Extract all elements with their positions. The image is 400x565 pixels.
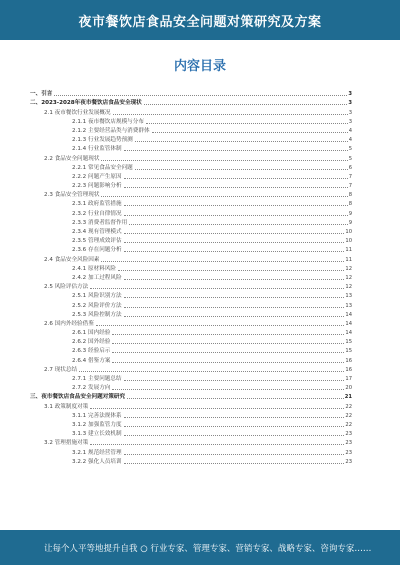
toc-entry[interactable] [30, 162, 352, 171]
toc-entry[interactable] [30, 88, 352, 97]
toc-entry-title: 一、引言 [30, 91, 53, 98]
toc-dot-leader [124, 462, 345, 464]
toc-page-number: 11 [345, 256, 352, 263]
toc-entry[interactable] [30, 309, 352, 318]
toc-page-number: 14 [345, 330, 352, 337]
toc-dot-leader [90, 407, 344, 409]
toc-page-number: 22 [345, 421, 352, 428]
toc-entry[interactable] [30, 281, 352, 290]
toc-page-number: 14 [345, 311, 352, 318]
toc-page-number: 14 [345, 320, 352, 327]
toc-entry-title: 2.6.4 借鉴方案 [72, 357, 111, 364]
toc-entry-title: 2.1.2 主要经营品类与消费群体 [72, 127, 150, 134]
toc-page-number: 9 [348, 219, 352, 226]
toc-page-number: 13 [345, 293, 352, 300]
toc-entry-title: 2.5.2 风险评价方法 [72, 302, 122, 309]
toc-entry-title: 2.1 夜市餐饮行业发展概况 [44, 109, 111, 116]
toc-entry-title: 2.5 风险评估方法 [44, 284, 89, 291]
toc-dot-leader [124, 241, 345, 243]
toc-entry-title: 3.1.2 加强监管力度 [72, 421, 122, 428]
toc-page-number: 8 [348, 192, 352, 199]
toc-page-number: 6 [348, 164, 352, 171]
toc-dot-leader [127, 397, 344, 399]
toc-dot-leader [96, 324, 345, 326]
toc-entry-title: 2.3.1 政府监管措施 [72, 201, 122, 208]
toc-entry[interactable] [30, 419, 352, 428]
toc-dot-leader [124, 204, 348, 206]
toc-entry[interactable] [30, 226, 352, 235]
toc-entry-title: 3.2 管理措施对策 [44, 440, 89, 447]
toc-entry-title: 2.7.2 发展方向 [72, 385, 111, 392]
toc-entry[interactable] [30, 382, 352, 391]
toc-page-number: 11 [345, 247, 352, 254]
toc-page-number: 4 [348, 127, 352, 134]
toc-dot-leader [113, 113, 348, 115]
toc-entry[interactable] [30, 400, 352, 409]
toc-entry-title: 3.1 政策制度对策 [44, 403, 89, 410]
toc-page-number: 21 [344, 394, 352, 401]
toc-entry[interactable] [30, 345, 352, 354]
toc-page-number: 22 [345, 403, 352, 410]
toc-dot-leader [101, 159, 347, 161]
toc-dot-leader [124, 434, 345, 436]
toc-page-number: 3 [348, 91, 352, 98]
toc-page-number: 5 [348, 146, 352, 153]
toc-entry-title: 2.6 国内外经验借鉴 [44, 320, 94, 327]
document-title: 夜市餐饮店食品安全问题对策研究及方案 [78, 14, 322, 30]
toc-page-number: 8 [348, 201, 352, 208]
toc-entry-title: 2.4.1 原材料风险 [72, 265, 116, 272]
toc-heading: 内容目录 [173, 59, 226, 74]
toc-entry[interactable] [30, 106, 352, 115]
toc-page-number: 12 [345, 284, 352, 291]
toc-dot-leader [124, 453, 345, 455]
toc-entry-title: 2.3.4 现有管理模式 [72, 229, 122, 235]
toc-entry[interactable] [30, 354, 352, 363]
page-header [0, 0, 400, 40]
toc-entry[interactable] [30, 391, 352, 400]
toc-entry-title: 3.1.3 建立长效机制 [72, 431, 122, 438]
toc-entry[interactable] [30, 410, 352, 419]
toc-entry[interactable] [30, 125, 352, 134]
toc-entry-title: 2.2.3 问题影响分析 [72, 183, 122, 190]
toc-dot-leader [124, 232, 345, 234]
toc-dot-leader [124, 186, 348, 188]
toc-page-number: 12 [345, 274, 352, 281]
toc-entry-title: 2.3 食品安全管理现状 [44, 192, 100, 199]
toc-entry-title: 三、夜市餐饮店食品安全问题对策研究 [30, 394, 126, 401]
toc-page-number: 20 [345, 385, 352, 392]
toc-entry-title: 2.3.2 行业自律情况 [72, 210, 122, 217]
toc-entry[interactable] [30, 373, 352, 382]
toc-entry-title: 2.6.3 经验启示 [72, 348, 111, 355]
toc-page-number: 9 [348, 210, 352, 217]
toc-entry[interactable] [30, 327, 352, 336]
toc-page-number: 7 [348, 173, 352, 180]
toc-page-number: 4 [348, 137, 352, 144]
toc-entry[interactable] [30, 364, 352, 373]
toc-dot-leader [54, 94, 347, 96]
toc-dot-leader [124, 379, 345, 381]
toc-entry[interactable] [30, 198, 352, 207]
toc-page-number: 15 [345, 339, 352, 346]
toc-entry-title: 2.6.1 国内经验 [72, 330, 111, 337]
toc-page-number: 16 [345, 366, 352, 373]
toc-entry-title: 二、2023-2028年夜市餐饮店食品安全现状 [30, 100, 142, 107]
toc-dot-leader [90, 443, 344, 445]
toc-entry[interactable] [30, 446, 352, 455]
toc-entry[interactable] [30, 97, 352, 106]
toc-dot-leader [152, 131, 348, 133]
toc-entry[interactable] [30, 207, 352, 216]
toc-page-number: 23 [345, 449, 352, 456]
toc-entry[interactable] [30, 318, 352, 327]
toc-entry-title: 2.1.1 夜市餐饮店规模与分布 [72, 118, 144, 125]
toc-dot-leader [124, 306, 345, 308]
toc-entry[interactable] [30, 189, 352, 198]
toc-entry[interactable] [30, 336, 352, 345]
toc-entry-title: 2.1.4 行业监管体制 [72, 146, 122, 153]
toc-entry-title: 2.3.6 存在问题分析 [72, 247, 122, 254]
toc-entry[interactable] [30, 272, 352, 281]
toc-dot-leader [118, 269, 344, 271]
toc-entry[interactable] [30, 171, 352, 180]
toc-entry-title: 2.5.3 风险控制方法 [72, 311, 122, 318]
toc-entry-title: 2.7 现状总结 [44, 366, 78, 373]
toc-dot-leader [135, 168, 348, 170]
toc-dot-leader [101, 195, 347, 197]
toc-entry[interactable] [30, 143, 352, 152]
toc-page-number: 13 [345, 302, 352, 309]
toc-entry-title: 2.3.3 消费者监督作用 [72, 219, 128, 226]
toc-dot-leader [144, 103, 348, 105]
toc-dot-leader [124, 250, 345, 252]
table-of-contents [30, 88, 352, 465]
toc-dot-leader [135, 140, 348, 142]
toc-entry-title: 2.1.3 行业发展趋势预测 [72, 137, 133, 144]
toc-dot-leader [124, 177, 348, 179]
toc-dot-leader [112, 333, 344, 335]
toc-page-number: 3 [348, 100, 352, 107]
toc-dot-leader [146, 122, 348, 124]
toc-entry[interactable] [30, 235, 352, 244]
toc-entry[interactable] [30, 253, 352, 262]
toc-entry-title: 2.6.2 国外经验 [72, 339, 111, 346]
toc-entry-title: 2.5.1 风险识别方法 [72, 293, 122, 300]
toc-entry[interactable] [30, 244, 352, 253]
toc-dot-leader [124, 315, 345, 317]
toc-entry[interactable] [30, 152, 352, 161]
toc-dot-leader [124, 278, 345, 280]
toc-dot-leader [101, 260, 344, 262]
toc-page-number: 23 [345, 440, 352, 447]
toc-entry[interactable] [30, 290, 352, 299]
toc-entry-title: 3.1.1 完善法规体系 [72, 412, 122, 419]
toc-entry-title: 2.2 食品安全问题现状 [44, 155, 100, 162]
toc-dot-leader [79, 370, 344, 372]
toc-entry[interactable] [30, 263, 352, 272]
toc-entry-title: 2.7.1 主要问题总结 [72, 376, 122, 382]
toc-page-number: 17 [345, 376, 352, 382]
toc-entry[interactable] [30, 456, 352, 465]
toc-page-number: 22 [345, 412, 352, 419]
toc-dot-leader [124, 149, 348, 151]
toc-page-number: 16 [345, 357, 352, 364]
toc-entry[interactable] [30, 428, 352, 437]
toc-entry[interactable] [30, 217, 352, 226]
toc-page-number: 12 [345, 265, 352, 272]
toc-entry[interactable] [30, 116, 352, 125]
toc-entry-title: 2.3.5 管理成效评估 [72, 238, 122, 245]
toc-entry-title: 2.4 食品安全风险因素 [44, 256, 100, 263]
footer-slogan: 让每个人平等地提升自我 ○ 行业专家、管理专家、营销专家、战略专家、咨询专家…… [44, 543, 372, 554]
toc-dot-leader [124, 416, 345, 418]
toc-dot-leader [112, 351, 344, 353]
toc-dot-leader [124, 296, 345, 298]
toc-entry-title: 3.2.1 规范经营管理 [72, 449, 122, 456]
toc-entry-title: 3.2.2 强化人员培训 [72, 458, 122, 465]
toc-dot-leader [129, 223, 348, 225]
page-footer [0, 530, 400, 565]
toc-page-number: 10 [345, 229, 352, 235]
toc-page-number: 5 [348, 155, 352, 162]
toc-entry[interactable] [30, 437, 352, 446]
toc-dot-leader [112, 342, 344, 344]
toc-dot-leader [112, 361, 344, 363]
toc-page-number: 3 [348, 109, 352, 116]
toc-page-number: 23 [345, 458, 352, 465]
toc-page-number: 10 [345, 238, 352, 245]
toc-entry[interactable] [30, 180, 352, 189]
toc-page-number: 7 [348, 183, 352, 190]
toc-page-number: 23 [345, 431, 352, 438]
toc-dot-leader [124, 214, 348, 216]
toc-entry[interactable] [30, 299, 352, 308]
toc-entry[interactable] [30, 134, 352, 143]
toc-page-number: 3 [348, 118, 352, 125]
toc-dot-leader [90, 287, 344, 289]
toc-dot-leader [124, 425, 345, 427]
toc-entry-title: 2.2.2 问题产生原因 [72, 173, 122, 180]
toc-page-number: 15 [345, 348, 352, 355]
toc-entry-title: 2.2.1 常见食品安全问题 [72, 164, 133, 171]
toc-entry-title: 2.4.2 加工过程风险 [72, 274, 122, 281]
toc-dot-leader [112, 388, 344, 390]
